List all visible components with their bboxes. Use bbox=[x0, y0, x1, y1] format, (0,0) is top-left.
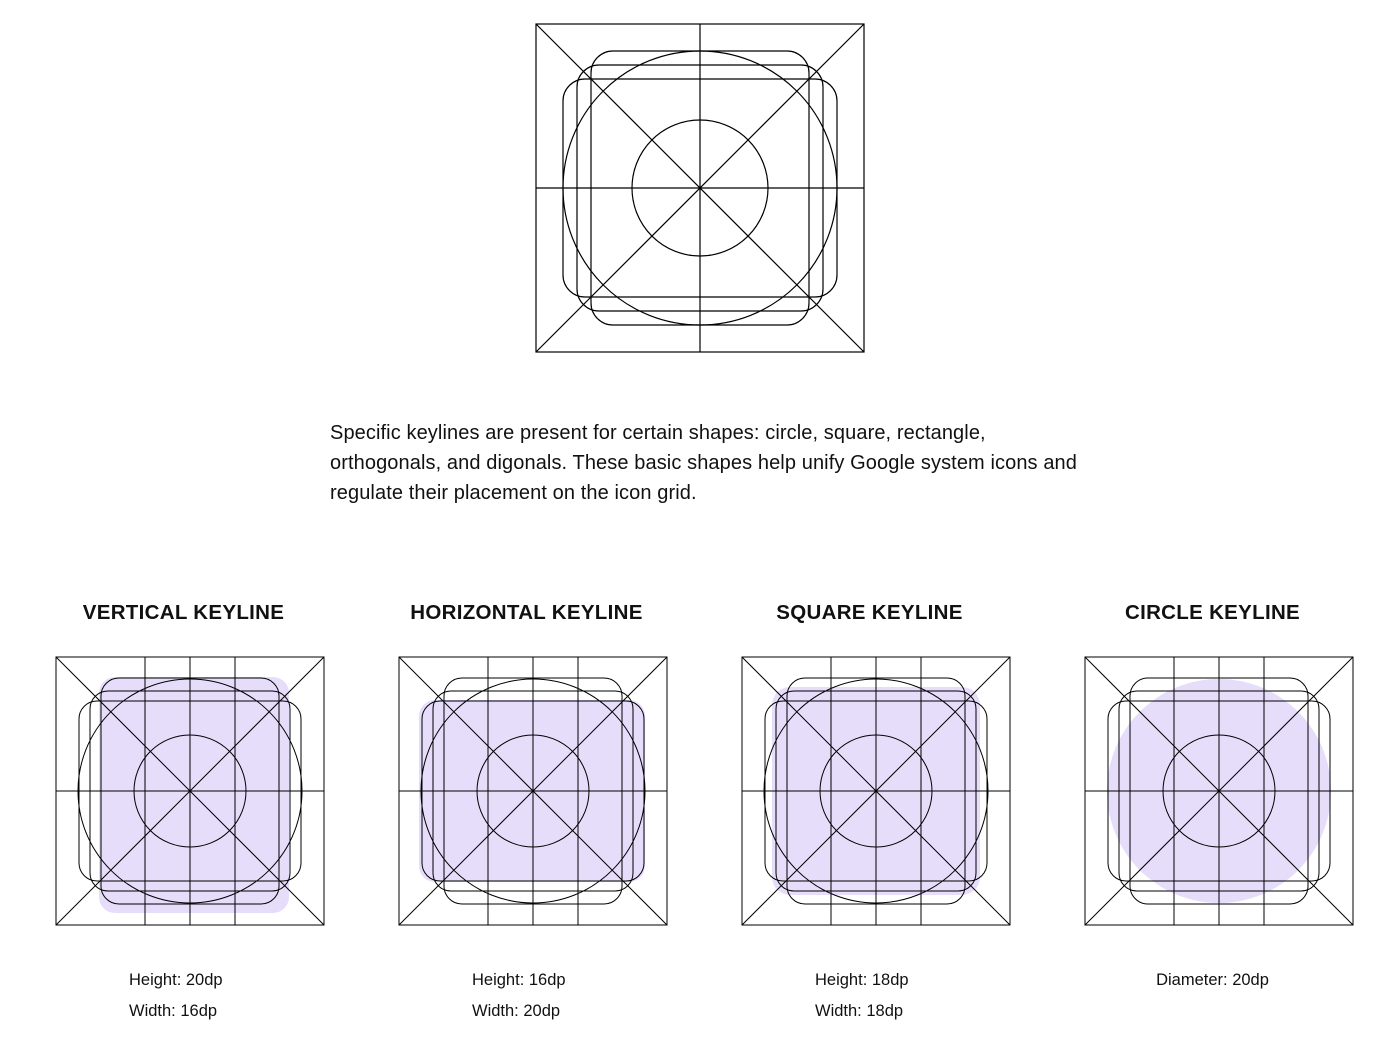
spec-width: Width: 20dp bbox=[472, 1002, 561, 1020]
circle-keyline-grid bbox=[1083, 655, 1363, 935]
keyline-grid-illustration bbox=[530, 18, 870, 358]
panel-horizontal-keyline bbox=[355, 598, 698, 1038]
panel-title: CIRCLE KEYLINE bbox=[1124, 601, 1301, 624]
square-keyline-grid bbox=[740, 655, 1020, 935]
panel-title: VERTICAL KEYLINE bbox=[82, 601, 285, 624]
panel-circle-keyline bbox=[1041, 598, 1384, 1038]
spec-width: Width: 18dp bbox=[815, 1002, 904, 1020]
horizontal-keyline-grid bbox=[397, 655, 677, 935]
intro-paragraph: Specific keylines are present for certain shapes: circle, square, rectangle, orthogonals, and digonals. These basic shapes help unify Google system icons and regulate their placement on the icon grid. bbox=[330, 422, 1077, 504]
panel-title: HORIZONTAL KEYLINE bbox=[410, 601, 643, 624]
panel-square-keyline bbox=[698, 598, 1041, 1038]
spec-height: Height: 16dp bbox=[472, 971, 566, 989]
spec-width: Width: 16dp bbox=[129, 1002, 218, 1020]
spec-height: Height: 20dp bbox=[129, 971, 223, 989]
panel-title: SQUARE KEYLINE bbox=[776, 601, 963, 624]
spec-diameter: Diameter: 20dp bbox=[1156, 971, 1269, 989]
vertical-keyline-grid bbox=[54, 655, 334, 935]
panel-vertical-keyline bbox=[12, 598, 355, 1038]
spec-height: Height: 18dp bbox=[815, 971, 909, 989]
